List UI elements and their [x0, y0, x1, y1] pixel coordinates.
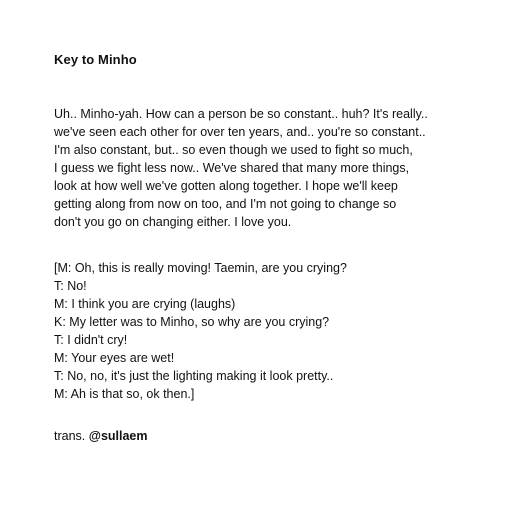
paragraph-line: I'm also constant, but.. so even though we used to fight so much,: [54, 143, 413, 157]
paragraph-line: don't you go on changing either. I love you.: [54, 215, 292, 229]
dialogue-line: M: I think you are crying (laughs): [54, 297, 236, 311]
paragraph-line: Uh.. Minho-yah. How can a person be so constant.. huh? It's really..: [54, 107, 428, 121]
letter-paragraph: [54, 105, 494, 231]
paragraph-line: we've seen each other for over ten years, and.. you're so constant..: [54, 125, 426, 139]
document-title: Key to Minho: [54, 52, 137, 67]
paragraph-line: look at how well we've gotten along together. I hope we'll keep: [54, 179, 398, 193]
dialogue-line: T: I didn't cry!: [54, 333, 128, 347]
paragraph-line: I guess we fight less now.. We've shared that many more things,: [54, 161, 410, 175]
dialogue-line: K: My letter was to Minho, so why are you crying?: [54, 315, 330, 329]
dialogue-line: [M: Oh, this is really moving! Taemin, are you crying?: [54, 261, 347, 275]
dialogue-line: T: No, no, it's just the lighting making it look pretty..: [54, 369, 334, 383]
paragraph-line: getting along from now on too, and I'm not going to change so: [54, 197, 397, 211]
translation-credit: [54, 427, 148, 445]
credit-prefix: trans.: [54, 429, 86, 443]
dialogue-line: M: Your eyes are wet!: [54, 351, 175, 365]
dialogue-block: [54, 259, 494, 403]
translator-handle: @sullaem: [88, 429, 148, 443]
dialogue-line: M: Ah is that so, ok then.]: [54, 387, 195, 401]
dialogue-line: T: No!: [54, 279, 87, 293]
